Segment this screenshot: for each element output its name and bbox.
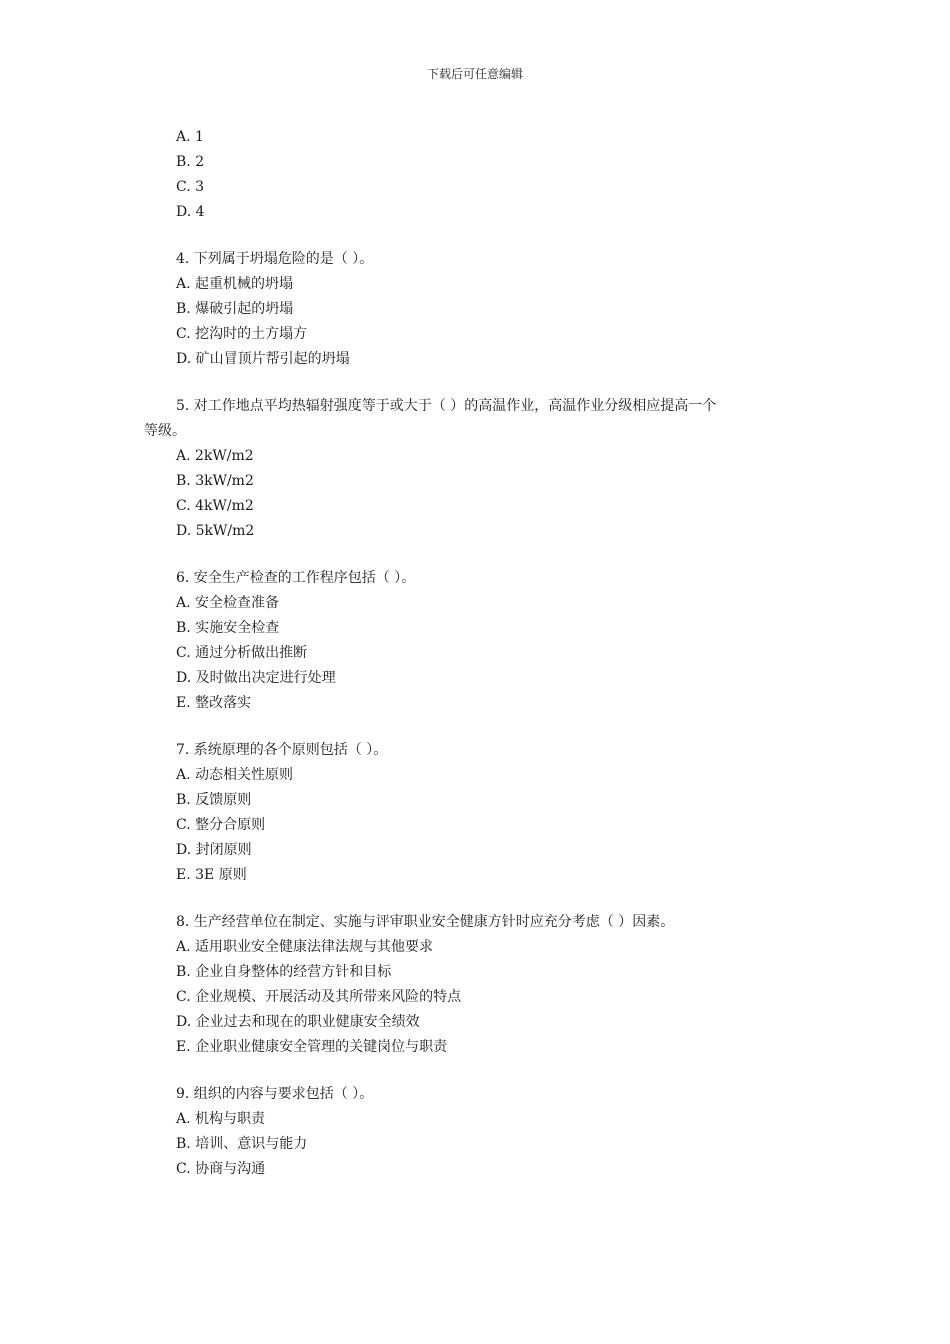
- option: D. 企业过去和现在的职业健康安全绩效: [176, 1014, 420, 1030]
- option: A. 起重机械的坍塌: [176, 276, 294, 292]
- option: A. 动态相关性原则: [176, 767, 294, 783]
- question-text: 7. 系统原理的各个原则包括（ ）。: [176, 742, 388, 758]
- option: D. 5kW/m2: [176, 523, 255, 539]
- option: C. 企业规模、开展活动及其所带来风险的特点: [176, 989, 462, 1005]
- option: A. 适用职业安全健康法律法规与其他要求: [176, 939, 434, 955]
- question-block: [144, 1082, 824, 1182]
- option: B. 培训、意识与能力: [176, 1136, 308, 1152]
- option: D. 矿山冒顶片帮引起的坍塌: [176, 351, 350, 367]
- option: A. 2kW/m2: [176, 448, 254, 464]
- option: B. 实施安全检查: [176, 620, 280, 636]
- option: C. 3: [176, 179, 205, 195]
- question-block: [144, 738, 824, 888]
- option: E. 3E 原则: [176, 867, 247, 883]
- option: C. 整分合原则: [176, 817, 266, 833]
- option: D. 及时做出决定进行处理: [176, 670, 336, 686]
- question-text-continued: 等级。: [144, 423, 186, 439]
- option: B. 爆破引起的坍塌: [176, 301, 294, 317]
- question-block: [144, 125, 824, 225]
- option: C. 挖沟时的土方塌方: [176, 326, 308, 342]
- option: A. 机构与职责: [176, 1111, 266, 1127]
- option: B. 3kW/m2: [176, 473, 254, 489]
- option: B. 企业自身整体的经营方针和目标: [176, 964, 392, 980]
- question-text: 9. 组织的内容与要求包括（ ）。: [176, 1086, 374, 1102]
- question-text: 6. 安全生产检查的工作程序包括（ ）。: [176, 570, 416, 586]
- option: A. 安全检查准备: [176, 595, 280, 611]
- question-list: [144, 125, 824, 1182]
- question-text: 5. 对工作地点平均热辐射强度等于或大于（ ）的高温作业，高温作业分级相应提高一个: [176, 398, 717, 414]
- option: B. 2: [176, 154, 205, 170]
- option: C. 协商与沟通: [176, 1161, 266, 1177]
- question-text: 8. 生产经营单位在制定、实施与评审职业安全健康方针时应充分考虑（ ）因素。: [176, 914, 675, 930]
- question-block: [144, 247, 824, 372]
- question-block: [144, 910, 824, 1060]
- option: E. 企业职业健康安全管理的关键岗位与职责: [176, 1039, 448, 1055]
- question-text: 4. 下列属于坍塌危险的是（ ）。: [176, 251, 374, 267]
- page-header: 下载后可任意编辑: [426, 67, 523, 81]
- option: A. 1: [176, 129, 204, 145]
- option: C. 通过分析做出推断: [176, 645, 308, 661]
- option: E. 整改落实: [176, 695, 252, 711]
- option: D. 4: [176, 204, 205, 220]
- question-block: [144, 566, 824, 716]
- option: D. 封闭原则: [176, 842, 252, 858]
- question-block: [144, 394, 824, 544]
- option: B. 反馈原则: [176, 792, 252, 808]
- option: C. 4kW/m2: [176, 498, 254, 514]
